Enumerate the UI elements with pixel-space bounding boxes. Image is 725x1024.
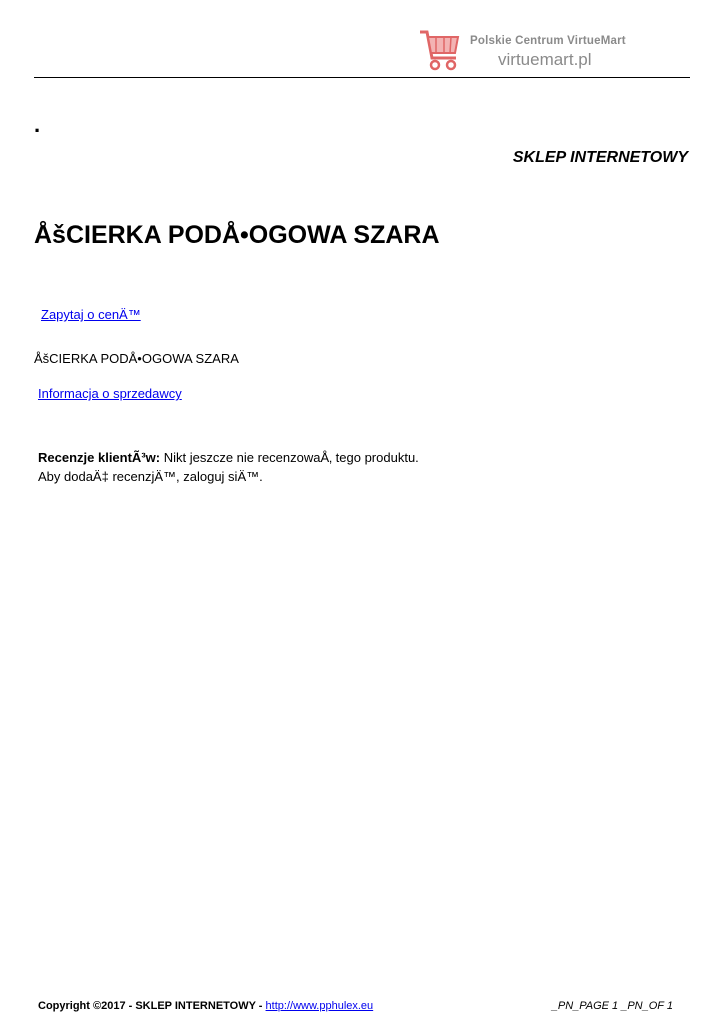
product-description: ÅšCIERKA PODÅ•OGOWA SZARA: [34, 351, 239, 366]
header-divider: [34, 77, 690, 78]
footer-url-link[interactable]: http://www.pphulex.eu: [265, 1000, 374, 1012]
shopping-cart-icon: [418, 28, 462, 74]
header-logo: [418, 28, 648, 76]
footer-copyright: [38, 1000, 373, 1012]
logo-title: Polskie Centrum VirtueMart: [470, 35, 626, 47]
reviews-section: [38, 448, 419, 486]
reviews-text: Nikt jeszcze nie recenzowaÅ‚ tego produktu.: [160, 450, 419, 465]
reviews-label: Recenzje klientÃ³w:: [38, 450, 161, 465]
seller-info-link[interactable]: Informacja o sprzedawcy: [38, 386, 182, 401]
copyright-text: Copyright ©2017 - SKLEP INTERNETOWY -: [38, 1000, 263, 1012]
product-title: ÅšCIERKA PODÅ•OGOWA SZARA: [34, 221, 440, 249]
ask-price-link[interactable]: Zapytaj o cenÄ™: [41, 307, 141, 322]
bullet-marker: .: [34, 112, 41, 137]
logo-subtitle: virtuemart.pl: [498, 50, 592, 69]
page-marker: _PN_PAGE 1 _PN_OF 1: [551, 1000, 673, 1012]
reviews-line: [38, 448, 419, 467]
reviews-login-text: Aby dodaÄ‡ recenzjÄ™, zaloguj siÄ™.: [38, 469, 263, 484]
shop-title: SKLEP INTERNETOWY: [512, 149, 688, 166]
